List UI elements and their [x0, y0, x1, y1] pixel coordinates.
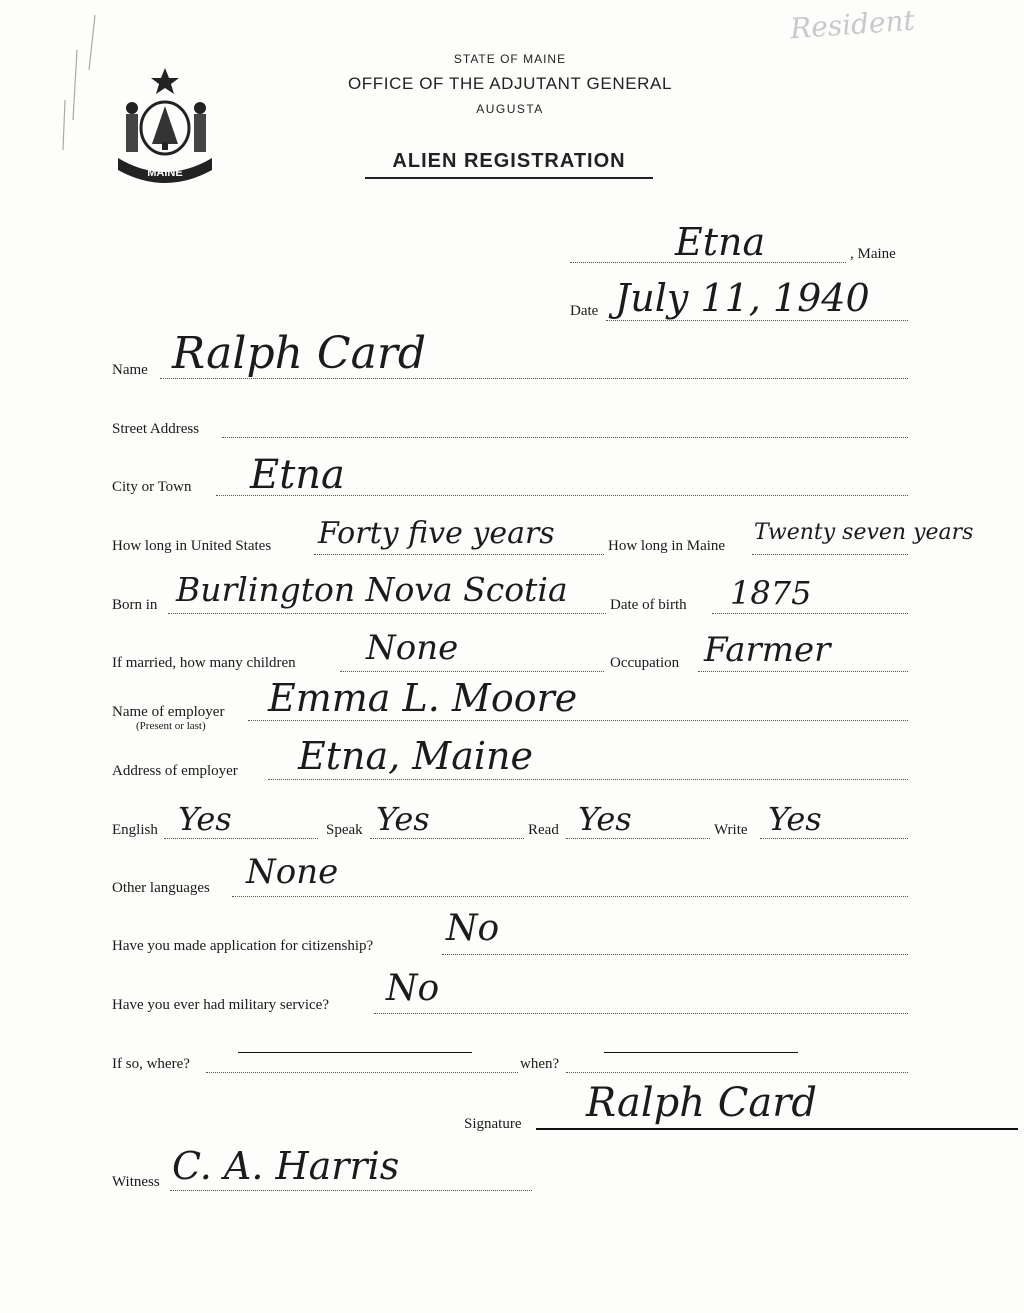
date-label: Date: [570, 303, 599, 319]
read-value[interactable]: Yes: [578, 800, 632, 838]
write-label: Write: [714, 822, 748, 838]
children-value[interactable]: None: [366, 628, 459, 668]
occupation-line: [698, 671, 908, 672]
signature-value[interactable]: Ralph Card: [586, 1080, 817, 1126]
english-line: [164, 838, 318, 839]
date-of-birth-line: [712, 613, 908, 614]
town-value[interactable]: Etna: [675, 220, 766, 264]
maine-label: , Maine: [850, 246, 896, 262]
occupation-value[interactable]: Farmer: [704, 630, 831, 670]
date-of-birth-value[interactable]: 1875: [730, 574, 812, 612]
write-value[interactable]: Yes: [768, 800, 822, 838]
speak-label: Speak: [326, 822, 363, 838]
corner-note: Resident: [789, 3, 916, 46]
how-long-maine-line: [752, 554, 908, 555]
occupation-label: Occupation: [610, 655, 680, 671]
read-line: [566, 838, 710, 839]
military-line: [374, 1013, 908, 1014]
citizenship-line: [442, 954, 908, 955]
street-line: [222, 437, 908, 438]
employer-address-line: [268, 779, 908, 780]
form-title: ALIEN REGISTRATION: [365, 150, 653, 179]
maine-state-seal: [112, 66, 218, 188]
witness-value[interactable]: C. A. Harris: [172, 1144, 400, 1188]
citizenship-value[interactable]: No: [446, 908, 500, 949]
scratch-marks: [55, 10, 115, 160]
where-line: [206, 1072, 518, 1073]
other-languages-value[interactable]: None: [246, 852, 339, 892]
employer-label: Name of employer: [112, 704, 225, 720]
military-label: Have you ever had military service?: [112, 997, 329, 1013]
how-long-us-label: How long in United States: [112, 538, 272, 554]
write-line: [760, 838, 908, 839]
when-dash: [604, 1052, 798, 1053]
seal-text: MAINE: [147, 167, 183, 179]
header-office: OFFICE OF THE ADJUTANT GENERAL: [347, 74, 673, 93]
employer-value[interactable]: Emma L. Moore: [268, 676, 578, 720]
witness-line: [170, 1190, 532, 1191]
military-value[interactable]: No: [386, 968, 440, 1009]
how-long-maine-value[interactable]: Twenty seven years: [754, 520, 974, 545]
street-label: Street Address: [112, 421, 200, 437]
employer-note: (Present or last): [136, 720, 206, 732]
date-line: [606, 320, 908, 321]
signature-label: Signature: [464, 1116, 522, 1132]
employer-address-value[interactable]: Etna, Maine: [298, 734, 533, 778]
other-languages-line: [232, 896, 908, 897]
name-label: Name: [112, 362, 148, 378]
english-label: English: [112, 822, 158, 838]
speak-line: [370, 838, 524, 839]
header-city: AUGUSTA: [476, 102, 544, 116]
when-line: [566, 1072, 908, 1073]
date-value[interactable]: July 11, 1940: [615, 276, 870, 320]
citizenship-label: Have you made application for citizenship?: [112, 938, 374, 954]
english-value[interactable]: Yes: [178, 800, 232, 838]
born-in-line: [168, 613, 606, 614]
other-languages-label: Other languages: [112, 880, 210, 896]
city-label: City or Town: [112, 479, 192, 495]
children-label: If married, how many children: [112, 655, 296, 671]
signature-line: [536, 1128, 1018, 1130]
born-in-value[interactable]: Burlington Nova Scotia: [176, 570, 568, 609]
witness-label: Witness: [112, 1174, 160, 1190]
read-label: Read: [528, 822, 559, 838]
date-of-birth-label: Date of birth: [610, 597, 687, 613]
employer-line: [248, 720, 908, 721]
how-long-maine-label: How long in Maine: [608, 538, 726, 554]
born-in-label: Born in: [112, 597, 158, 613]
city-value[interactable]: Etna: [250, 452, 345, 498]
speak-value[interactable]: Yes: [376, 800, 430, 838]
where-dash: [238, 1052, 472, 1053]
how-long-us-line: [314, 554, 604, 555]
header-state: STATE OF MAINE: [453, 52, 567, 66]
employer-address-label: Address of employer: [112, 763, 238, 779]
children-line: [340, 671, 604, 672]
when-label: when?: [520, 1056, 560, 1072]
name-value[interactable]: Ralph Card: [172, 328, 427, 379]
where-label: If so, where?: [112, 1056, 190, 1072]
how-long-us-value[interactable]: Forty five years: [318, 516, 555, 551]
